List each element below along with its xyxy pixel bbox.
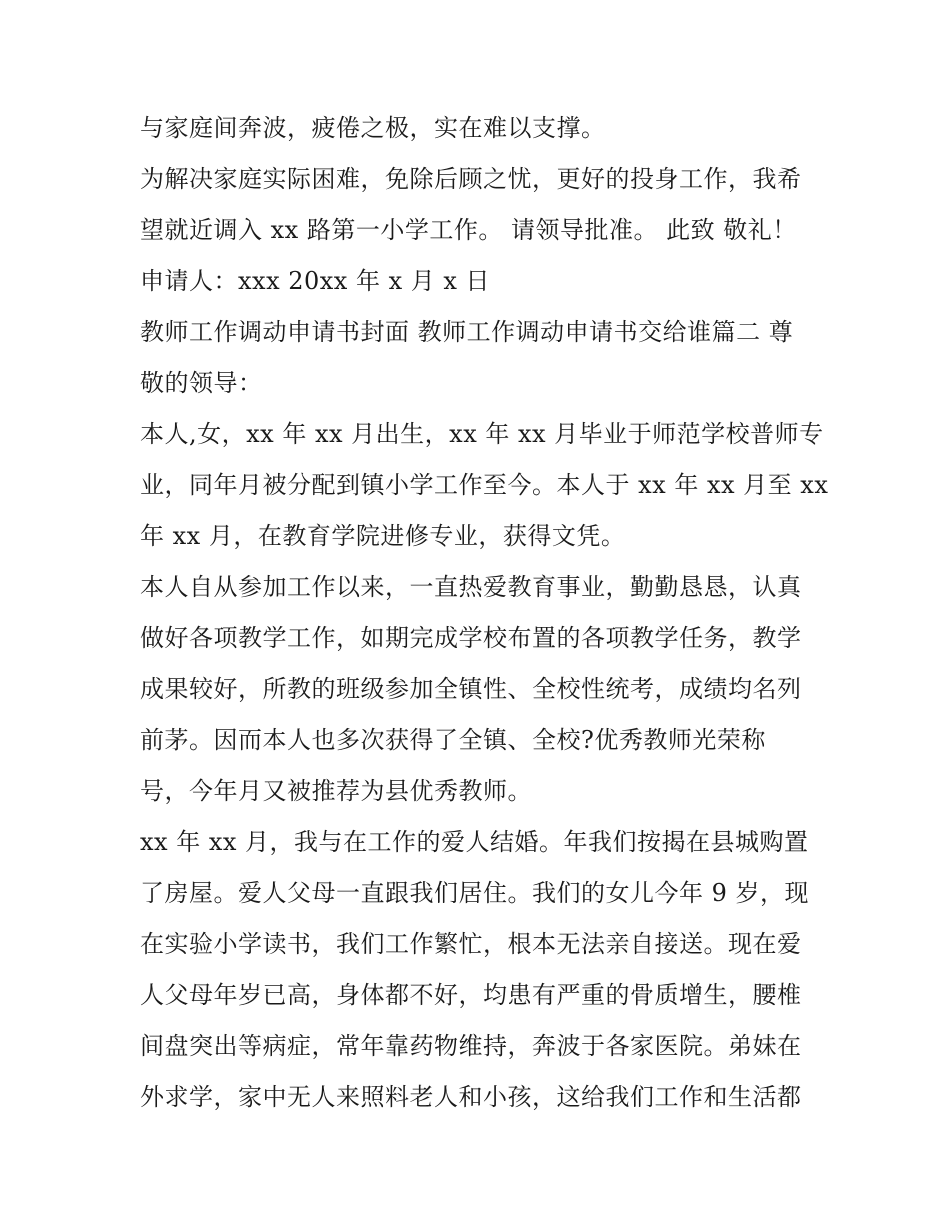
text-line: 成果较好，所教的班级参加全镇性、全校性统考，成绩均名列 xyxy=(140,675,802,703)
text-line: 间盘突出等病症，常年靠药物维持，奔波于各家医院。弟妹在 xyxy=(140,1032,802,1060)
document-page xyxy=(140,108,829,1128)
text-line: xx 年 xx 月，我与在工作的爱人结婚。年我们按揭在县城购置 xyxy=(140,828,809,856)
text-line: 本人,女，xx 年 xx 月出生，xx 年 xx 月毕业于师范学校普师专 xyxy=(140,420,824,448)
text-line: 教师工作调动申请书封面 教师工作调动申请书交给谁篇二 尊 xyxy=(140,318,794,346)
text-line: 人父母年岁已高，身体都不好，均患有严重的骨质增生，腰椎 xyxy=(140,981,802,1009)
text-line: 业，同年月被分配到镇小学工作至今。本人于 xx 年 xx 月至 xx xyxy=(140,471,829,499)
text-line: 做好各项教学工作，如期完成学校布置的各项教学任务，教学 xyxy=(140,624,802,652)
text-line: 敬的领导： xyxy=(140,369,263,397)
text-line: 外求学，家中无人来照料老人和小孩，这给我们工作和生活都 xyxy=(140,1083,802,1111)
text-line: 在实验小学读书，我们工作繁忙，根本无法亲自接送。现在爱 xyxy=(140,930,802,958)
text-line: 了房屋。爱人父母一直跟我们居住。我们的女儿今年 9 岁，现 xyxy=(140,879,810,907)
text-line: 申请人：xxx 20xx 年 x 月 x 日 xyxy=(140,267,491,295)
text-line: 本人自从参加工作以来，一直热爱教育事业，勤勤恳恳，认真 xyxy=(140,573,802,601)
text-line: 望就近调入 xx 路第一小学工作。 请领导批准。 此致 敬礼！ xyxy=(140,216,797,244)
text-line: 与家庭间奔波，疲倦之极，实在难以支撑。 xyxy=(140,114,606,142)
text-line: 前茅。因而本人也多次获得了全镇、全校?优秀教师光荣称 xyxy=(140,726,766,754)
text-line: 年 xx 月，在教育学院进修专业，获得文凭。 xyxy=(140,522,626,550)
text-line: 为解决家庭实际困难，免除后顾之忧，更好的投身工作，我希 xyxy=(140,165,802,193)
text-line: 号，今年月又被推荐为县优秀教师。 xyxy=(140,777,532,805)
